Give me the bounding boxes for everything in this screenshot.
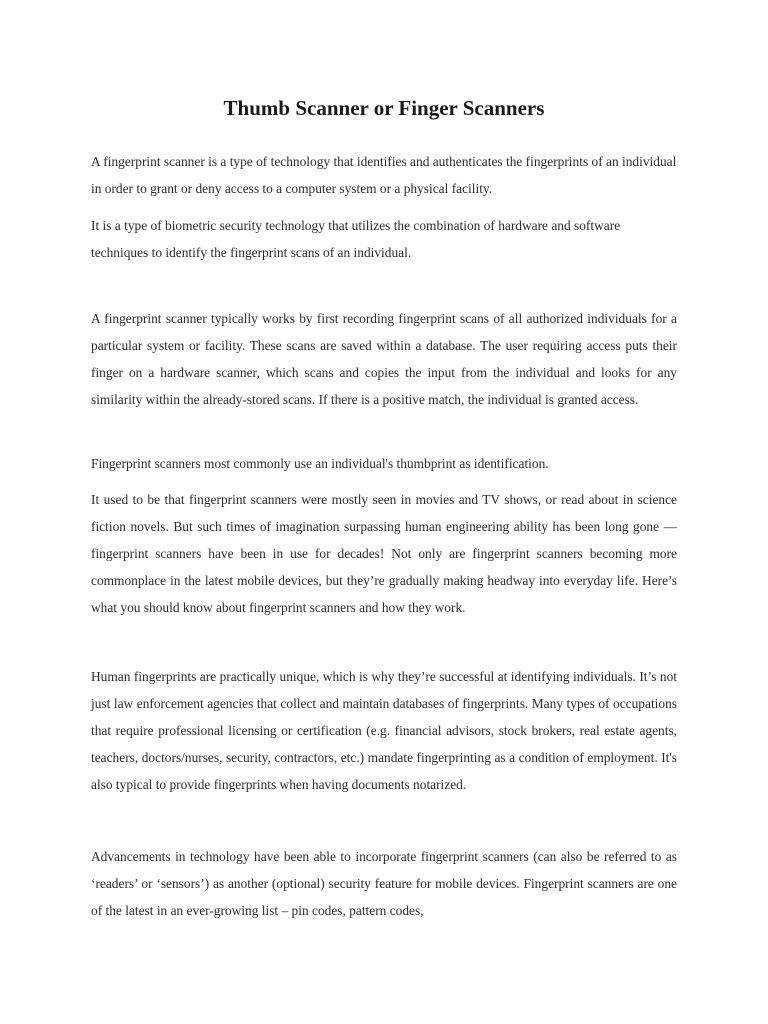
paragraph-biometric: It is a type of biometric security technology that utilizes the combination of hardware and software techniques to identify the fingerprint scans of an individual. xyxy=(91,218,621,260)
paragraph-uniqueness: Human fingerprints are practically unique, which is why they’re successful at identifying individuals. It’s not just law enforcement agencies that collect and maintain databases of fingerprints. Many types of occupations that require professional licensing or certification (e.g. financial advisors, stock brokers, real estate agents, teachers, doctors/nurses, security, contractors, etc.) mandate fingerprinting as a condition of employment. It's also typical to provide fingerprints when having documents notarized. xyxy=(91,669,677,792)
page-title: Thumb Scanner or Finger Scanners xyxy=(223,96,545,120)
paragraph-history: It used to be that fingerprint scanners were mostly seen in movies and TV shows, or read about in science fiction novels. But such times of imagination surpassing human engineering ability has been long gone — fingerprint scanners have been in use for decades! Not only are fingerprint scanners becoming more commonplace in the latest mobile devices, but they’re gradually making headway into everyday life. Here’s what you should know about fingerprint scanners and how they work. xyxy=(91,492,677,615)
paragraph-definition: A fingerprint scanner is a type of technology that identifies and authenticates the fingerprints of an individual in order to grant or deny access to a computer system or a physical facility. xyxy=(91,154,677,196)
paragraph-advancements: Advancements in technology have been able to incorporate fingerprint scanners (can also be referred to as ‘readers’ or ‘sensors’) as another (optional) security feature for mobile devices. Fingerprint scanners are one of the latest in an ever-growing list – pin codes, pattern codes, xyxy=(91,849,677,918)
paragraph-thumbprint: Fingerprint scanners most commonly use an individual's thumbprint as identification. xyxy=(91,456,549,471)
paragraph-how-it-works: A fingerprint scanner typically works by first recording fingerprint scans of all authorized individuals for a particular system or facility. These scans are saved within a database. The user requiring access puts their finger on a hardware scanner, which scans and copies the input from the individual and looks for any similarity within the already-stored scans. If there is a positive match, the individual is granted access. xyxy=(91,311,677,407)
